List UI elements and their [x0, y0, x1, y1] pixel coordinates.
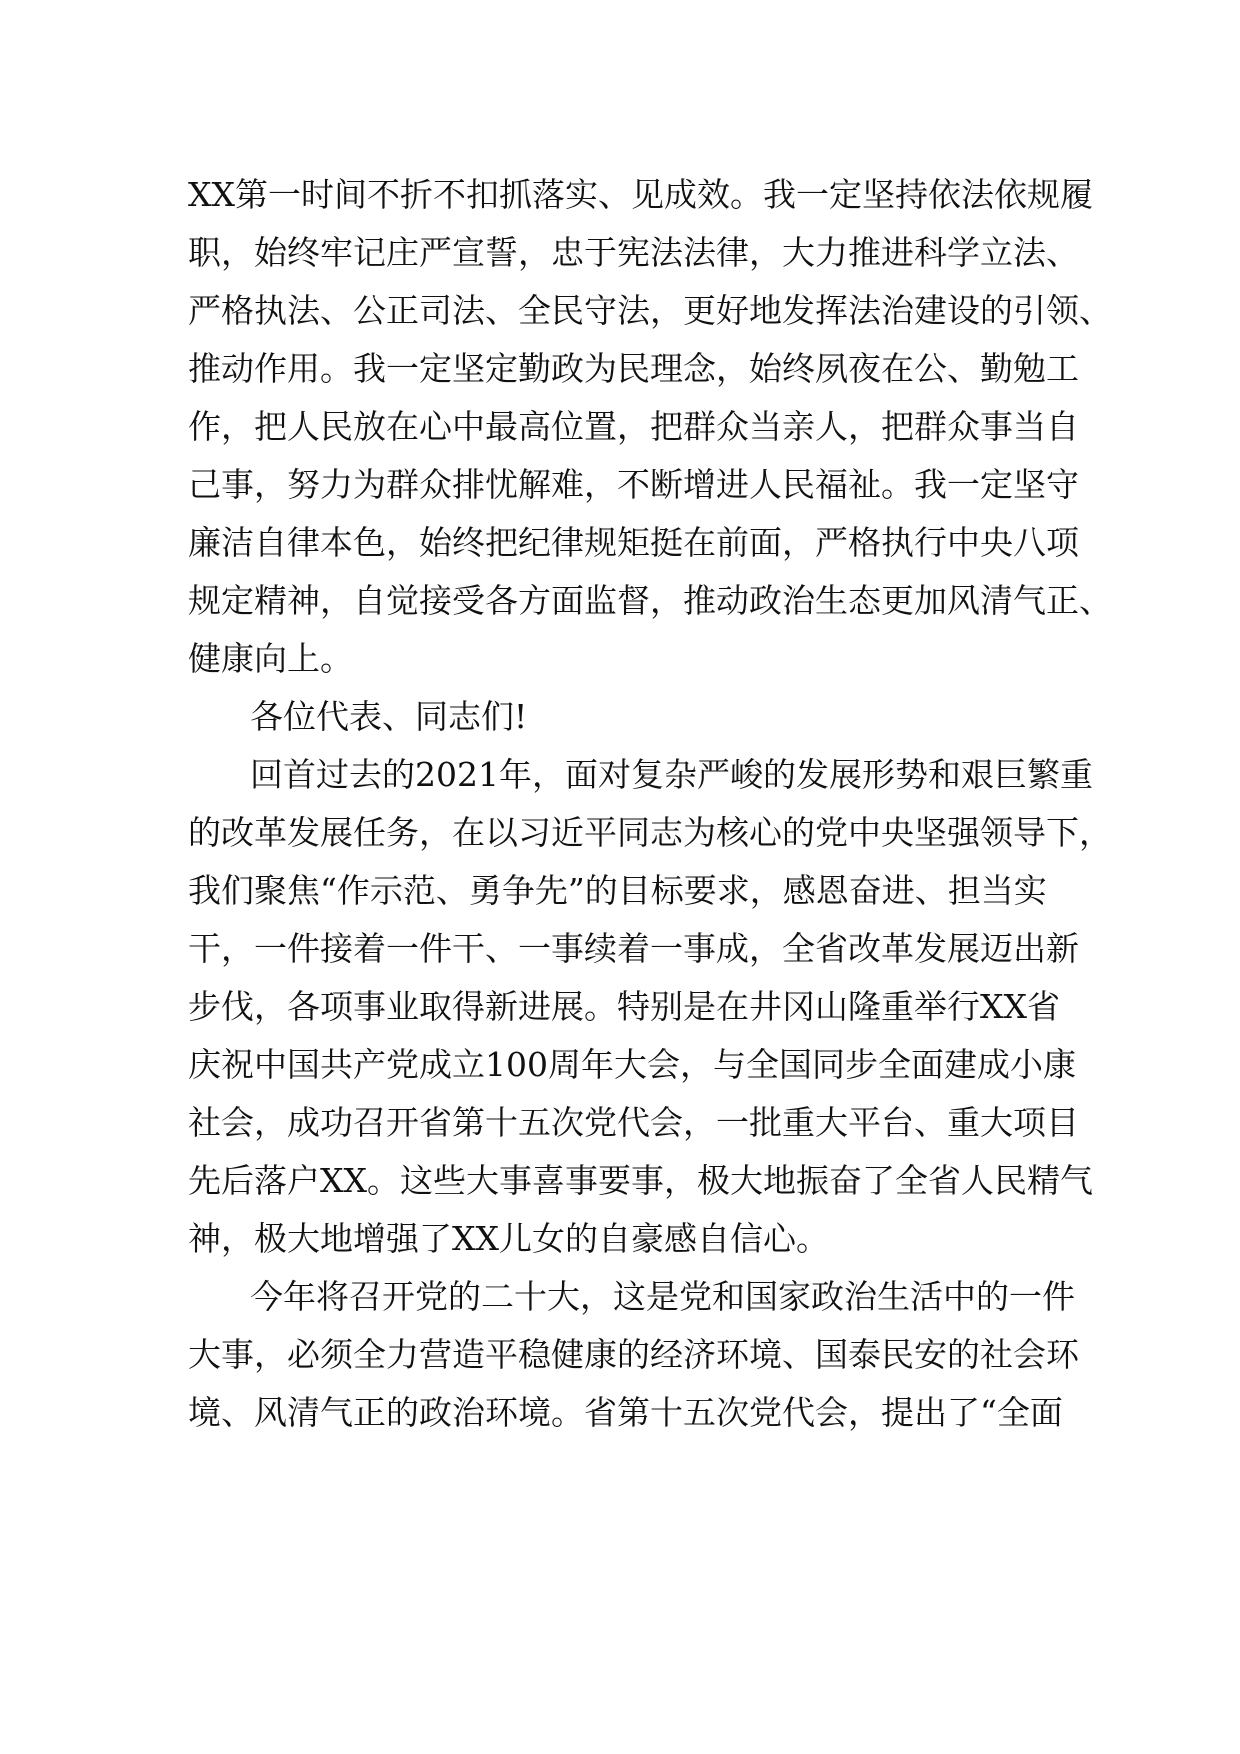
text-line: 严格执法、公正司法、全民守法，更好地发挥法治建设的引领、 — [188, 291, 1112, 330]
text-line: 神，极大地增强了XX儿女的自豪感自信心。 — [188, 1219, 829, 1258]
text-line: 廉洁自律本色，始终把纪律规矩挺在前面，严格执行中央八项 — [188, 523, 1079, 562]
text-line: 今年将召开党的二十大，这是党和国家政治生活中的一件 — [250, 1277, 1075, 1316]
text-line: 干，一件接着一件干、一事续着一事成，全省改革发展迈出新 — [188, 929, 1079, 968]
text-line: 大事，必须全力营造平稳健康的经济环境、国泰民安的社会环 — [188, 1335, 1079, 1374]
text-line: 规定精神，自觉接受各方面监督，推动政治生态更加风清气正、 — [188, 581, 1112, 620]
text-line: 的改革发展任务，在以习近平同志为核心的党中央坚强领导下， — [188, 813, 1112, 852]
text-line: 职，始终牢记庄严宣誓，忠于宪法法律，大力推进科学立法、 — [188, 233, 1079, 272]
text-line: 境、风清气正的政治环境。省第十五次党代会，提出了“全面 — [188, 1393, 1063, 1432]
text-line: 步伐，各项事业取得新进展。特别是在井冈山隆重举行XX省 — [188, 987, 1060, 1026]
text-line: 社会，成功召开省第十五次党代会，一批重大平台、重大项目 — [188, 1103, 1079, 1142]
text-line: 推动作用。我一定坚定勤政为民理念，始终夙夜在公、勤勉工 — [188, 349, 1079, 388]
text-line: 回首过去的2021年，面对复杂严峻的发展形势和艰巨繁重 — [250, 755, 1093, 794]
text-line: 作，把人民放在心中最高位置，把群众当亲人，把群众事当自 — [188, 407, 1079, 446]
text-line: 我们聚焦“作示范、勇争先”的目标要求，感恩奋进、担当实 — [188, 871, 1047, 910]
text-line: XX第一时间不折不扣抓落实、见成效。我一定坚持依法依规履 — [188, 175, 1093, 214]
salutation: 各位代表、同志们! — [250, 697, 528, 736]
text-line: 己事，努力为群众排忧解难，不断增进人民福祉。我一定坚守 — [188, 465, 1079, 504]
text-line: 先后落户XX。这些大事喜事要事，极大地振奋了全省人民精气 — [188, 1161, 1093, 1200]
text-line: 健康向上。 — [188, 639, 353, 678]
text-line: 庆祝中国共产党成立100周年大会，与全国同步全面建成小康 — [188, 1045, 1076, 1084]
